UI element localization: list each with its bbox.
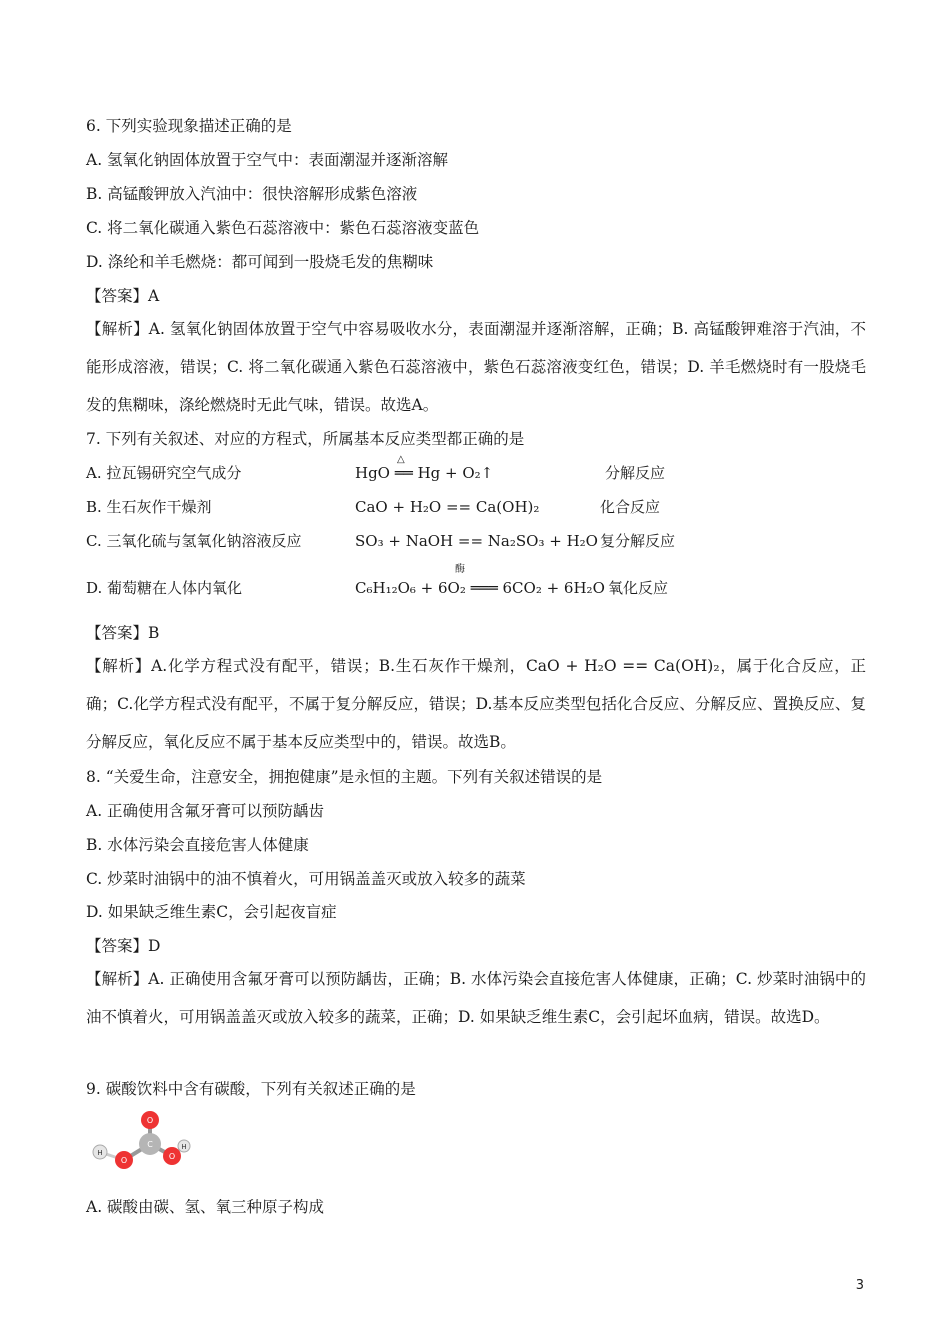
- q7-row-b-equation: CaO + H₂O == Ca(OH)₂: [355, 498, 540, 516]
- q6-answer: 【答案】A: [86, 287, 160, 305]
- q7-row-c-equation: SO₃ + NaOH == Na₂SO₃ + H₂O: [355, 532, 598, 550]
- q6-analysis: 【解析】A. 氢氧化钠固体放置于空气中容易吸收水分，表面潮湿并逐渐溶解，正确；B. 高锰酸钾难溶于汽油，不能形成溶液，错误；C. 将二氧化碳通入紫色石蕊溶液中，紫色石蕊溶液变红色，错误；D. 羊毛燃烧时有一股烧毛发的焦糊味，涤纶燃烧时无此气味，错误。故选A。: [86, 320, 866, 414]
- q8-option-c: C. 炒菜时油锅中的油不慎着火，可用锅盖盖灭或放入较多的蔬菜: [86, 870, 526, 888]
- q7-row-b-desc: B. 生石灰作干燥剂: [86, 498, 212, 516]
- page-number: 3: [855, 1278, 864, 1293]
- q7-stem: 7. 下列有关叙述、对应的方程式，所属基本反应类型都正确的是: [86, 430, 525, 448]
- q9-stem: 9. 碳酸饮料中含有碳酸，下列有关叙述正确的是: [86, 1080, 416, 1098]
- q7-row-a-desc: A. 拉瓦锡研究空气成分: [86, 464, 242, 482]
- q6-option-c: C. 将二氧化碳通入紫色石蕊溶液中：紫色石蕊溶液变蓝色: [86, 219, 480, 237]
- q7-row-d-equation: 酶 C₆H₁₂O₆ + 6O₂ ═══ 6CO₂ + 6H₂O: [355, 578, 605, 598]
- atom-label-c: C: [147, 1140, 153, 1149]
- q7-row-d-desc: D. 葡萄糖在人体内氧化: [86, 579, 243, 597]
- q7-row-c-type: 复分解反应: [600, 532, 676, 550]
- q8-option-a: A. 正确使用含氟牙膏可以预防龋齿: [86, 802, 325, 820]
- atom-label-o-left: O: [120, 1156, 128, 1165]
- q7-row-d-type: 氧化反应: [608, 579, 669, 597]
- q8-stem: 8. “关爱生命，注意安全，拥抱健康”是永恒的主题。下列有关叙述错误的是: [86, 768, 603, 786]
- atom-label-o-top: O: [146, 1116, 154, 1125]
- q7-answer: 【答案】B: [86, 624, 160, 642]
- q7-row-a-type: 分解反应: [605, 464, 666, 482]
- q7-row-d-cond: 酶: [455, 564, 465, 575]
- q8-analysis: 【解析】A. 正确使用含氟牙膏可以预防龋齿，正确；B. 水体污染会直接危害人体健康，正确；C. 炒菜时油锅中的油不慎着火，可用锅盖盖灭或放入较多的蔬菜，正确；D. 如果缺乏维生素C，会引起坏血病，错误。故选D。: [86, 970, 866, 1026]
- q6-option-b: B. 高锰酸钾放入汽油中：很快溶解形成紫色溶液: [86, 185, 418, 203]
- q8-answer: 【答案】D: [86, 937, 161, 955]
- q6-option-d: D. 涤纶和羊毛燃烧：都可闻到一股烧毛发的焦糊味: [86, 253, 434, 271]
- q9-option-a: A. 碳酸由碳、氢、氧三种原子构成: [86, 1198, 325, 1216]
- q7-row-a-cond: △: [397, 454, 405, 465]
- q7-row-a-equation: △ HgO ══ Hg + O₂↑: [355, 463, 493, 483]
- carbonic-acid-molecule-model: [86, 1108, 196, 1174]
- q8-option-d: D. 如果缺乏维生素C，会引起夜盲症: [86, 903, 337, 921]
- atom-label-h-left: H: [97, 1149, 103, 1157]
- atom-label-h-right: H: [181, 1143, 187, 1151]
- q6-option-a: A. 氢氧化钠固体放置于空气中：表面潮湿并逐渐溶解: [86, 151, 449, 169]
- q7-row-b-type: 化合反应: [600, 498, 661, 516]
- q7-analysis: 【解析】A.化学方程式没有配平，错误；B.生石灰作干燥剂，CaO + H₂O == Ca(OH)₂，属于化合反应，正确；C.化学方程式没有配平，不属于复分解反应，错误；D.基本反应类型包括化合反应、分解反应、置换反应、复分解反应，氧化反应不属于基本反应类型中的，错误。故选B。: [86, 657, 866, 751]
- q8-option-b: B. 水体污染会直接危害人体健康: [86, 836, 309, 854]
- q7-row-c-desc: C. 三氧化硫与氢氧化钠溶液反应: [86, 532, 302, 550]
- q6-stem: 6. 下列实验现象描述正确的是: [86, 117, 292, 135]
- atom-label-o-right: O: [168, 1152, 176, 1161]
